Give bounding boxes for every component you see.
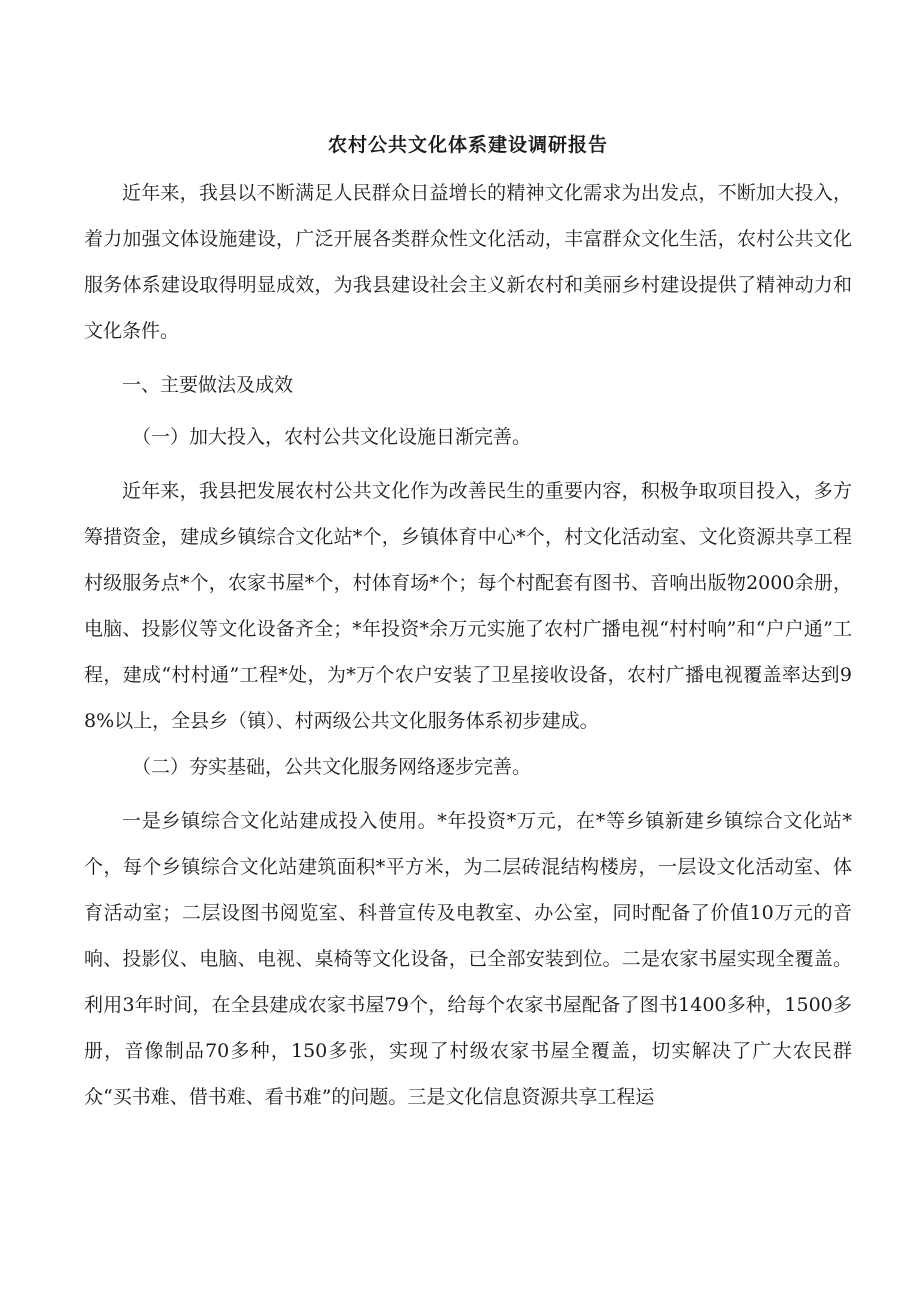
section-heading-main-practices: 一、主要做法及成效 [122,374,294,396]
subsection-heading-investment: （一）加大投入，农村公共文化设施日渐完善。 [132,426,532,448]
network-paragraph: 一是乡镇综合文化站建成投入使用。*年投资*万元，在*等乡镇新建乡镇综合文化站*个，每个乡镇综合文化站建筑面积*平方米，为二层砖混结构楼房，一层设文化活动室、体育活动室；二层设图书阅览室、科普宣传及电教室、办公室，同时配备了价值10万元的音响、投影仪、电脑、电视、桌椅等文化设备，已全部安装到位。二是农家书屋实现全覆盖。利用3年时间，在全县建成农家书屋79个，给每个农家书屋配备了图书1400多种，1500多册，音像制品70多种，150多张，实现了村级农家书屋全覆盖，切实解决了广大农民群众“买书难、借书难、看书难”的问题。三是文化信息资源共享工程运 [84,810,852,1108]
investment-paragraph: 近年来，我县把发展农村公共文化作为改善民生的重要内容，积极争取项目投入，多方筹措资金，建成乡镇综合文化站*个，乡镇体育中心*个，村文化活动室、文化资源共享工程村级服务点*个，农家书屋*个，村体育场*个；每个村配套有图书、音响出版物2000余册，电脑、投影仪等文化设备齐全；*年投资*余万元实施了农村广播电视“村村响”和“户户通”工程，建成“村村通”工程*处，为*万个农户安装了卫星接收设备，农村广播电视覆盖率达到98%以上，全县乡（镇）、村两级公共文化服务体系初步建成。 [84,480,852,732]
document-page [84,128,852,1120]
document-title: 农村公共文化体系建设调研报告 [327,134,608,156]
intro-paragraph: 近年来，我县以不断满足人民群众日益增长的精神文化需求为出发点，不断加大投入，着力加强文体设施建设，广泛开展各类群众性文化活动，丰富群众文化生活，农村公共文化服务体系建设取得明显成效，为我县建设社会主义新农村和美丽乡村建设提供了精神动力和文化条件。 [84,182,852,342]
subsection-heading-network: （二）夯实基础，公共文化服务网络逐步完善。 [132,756,532,778]
